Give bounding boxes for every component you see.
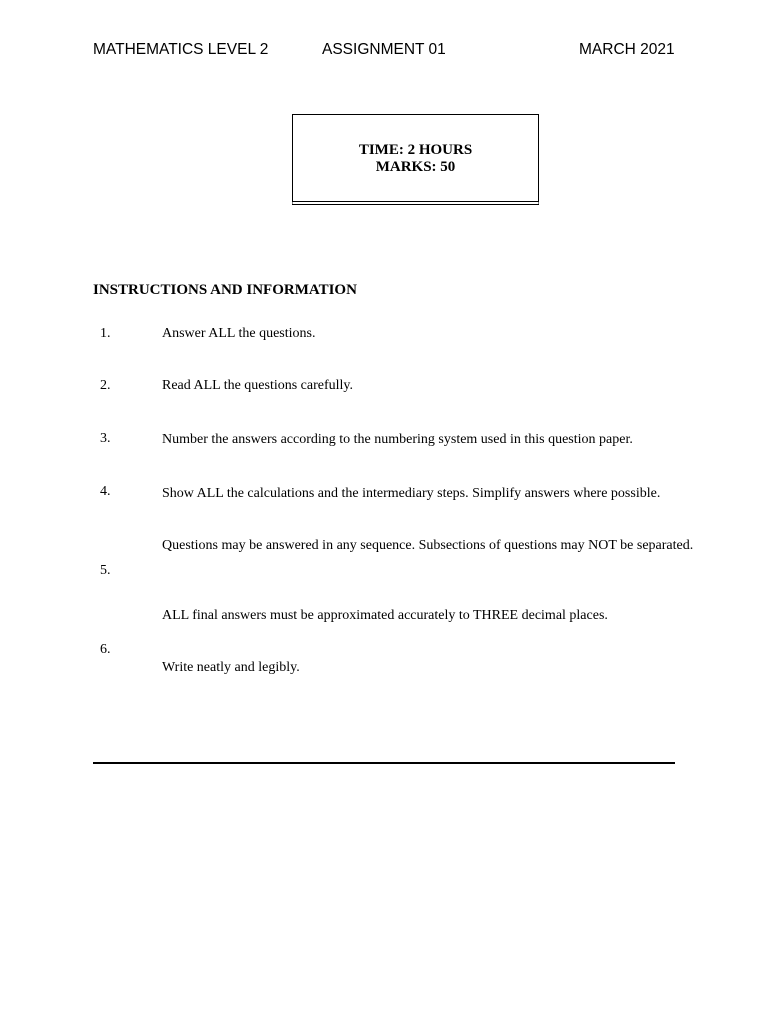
header-assignment: ASSIGNMENT 01 [322, 41, 446, 58]
instruction-text: ALL final answers must be approximated accurately to THREE decimal places. [162, 608, 608, 623]
bottom-divider [93, 762, 675, 764]
instruction-number: 1. [100, 326, 111, 341]
instruction-number: 4. [100, 484, 111, 499]
instruction-text: Write neatly and legibly. [162, 660, 300, 675]
header-date: MARCH 2021 [579, 41, 675, 58]
instruction-text: Show ALL the calculations and the intermediary steps. Simplify answers where possible. [162, 486, 661, 501]
instruction-text: Answer ALL the questions. [162, 326, 316, 341]
time-marks-box [292, 114, 539, 205]
instruction-number: 6. [100, 642, 111, 657]
instruction-number: 3. [100, 431, 111, 446]
instruction-text: Read ALL the questions carefully. [162, 378, 354, 393]
instruction-number: 2. [100, 378, 111, 393]
time-label: TIME: 2 HOURS [358, 142, 473, 158]
marks-label: MARKS: 50 [375, 159, 456, 175]
instructions-heading: INSTRUCTIONS AND INFORMATION [93, 282, 357, 298]
header-subject: MATHEMATICS LEVEL 2 [93, 41, 269, 58]
instruction-text: Questions may be answered in any sequence. Subsections of questions may NOT be separated. [162, 538, 694, 553]
instruction-number: 5. [100, 563, 111, 578]
instruction-text: Number the answers according to the numbering system used in this question paper. [162, 432, 633, 447]
